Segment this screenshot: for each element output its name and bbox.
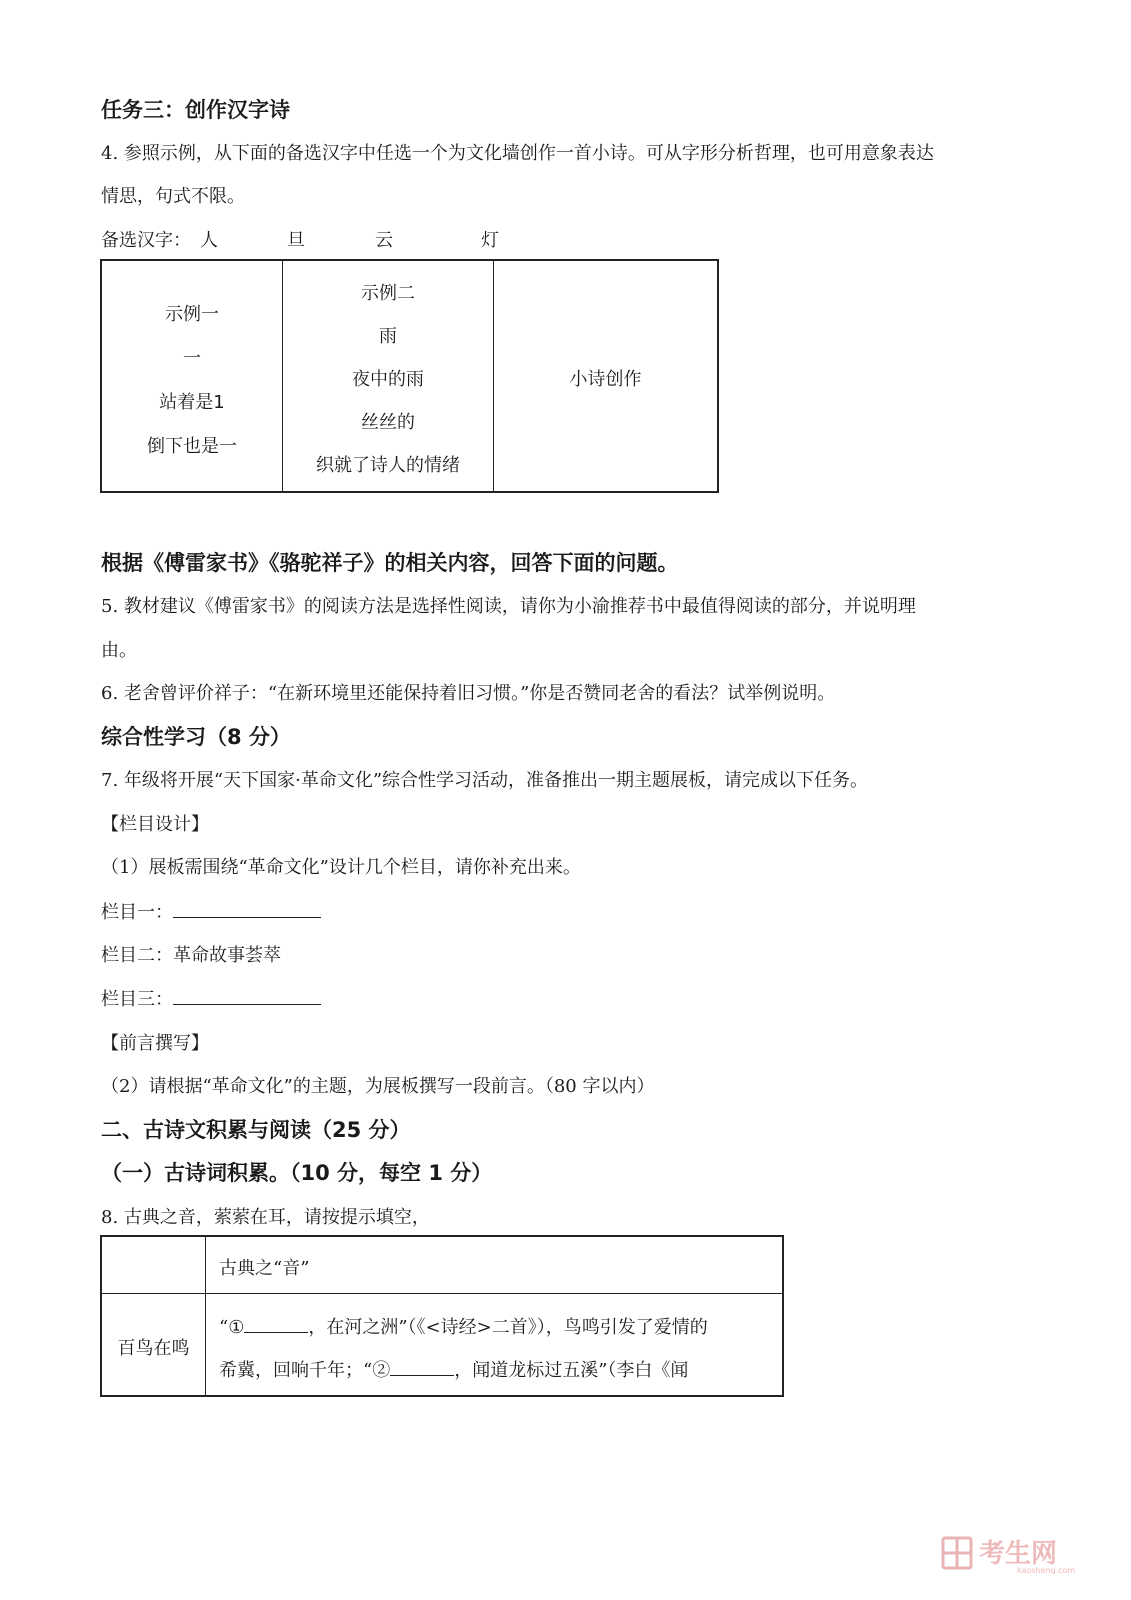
row-text-2b: ，闻道龙标过五溪”（李白《闻 (454, 1360, 689, 1381)
column3-label: 栏目三： (101, 989, 173, 1010)
example1-line: 倒下也是一 (147, 436, 237, 457)
blank-2-number: ② (372, 1360, 391, 1381)
q8: 8. 古典之音，萦萦在耳，请按提示填空， (101, 1207, 430, 1228)
section2-subheading: （一）古诗词积累。（10 分，每空 1 分） (101, 1161, 493, 1185)
candidate-char: 云 (375, 230, 393, 251)
sub-question-2: （2）请根据“革命文化”的主题，为展板撰写一段前言。（80 字以内） (101, 1076, 655, 1097)
row-text-1: ，在河之洲”（《<诗经>二首》），鸟鸣引发了爱情的 (308, 1317, 708, 1338)
q4-line2: 情思，句式不限。 (101, 186, 245, 207)
example2-line: 织就了诗人的情绪 (316, 455, 460, 476)
sub-question-1: （1）展板需围绕“革命文化”设计几个栏目，请你补充出来。 (101, 857, 581, 878)
section2-heading: 二、古诗文积累与阅读（25 分） (101, 1118, 411, 1142)
quote-open: “ (219, 1317, 229, 1338)
svg-text:kaosheng.com: kaosheng.com (1017, 1566, 1076, 1574)
example2-line: 丝丝的 (361, 412, 415, 433)
column3-row (101, 985, 321, 1011)
poem-creation-cell[interactable]: 小诗创作 (569, 369, 642, 390)
row-label: 百鸟在鸣 (117, 1338, 190, 1359)
example1-line: 站着是1 (159, 392, 225, 413)
q7: 7. 年级将开展“天下国家·革命文化”综合性学习活动，准备推出一期主题展板，请完成以下任务。 (101, 770, 869, 791)
column-design-label: 【栏目设计】 (101, 814, 209, 835)
row-text-line1 (219, 1313, 708, 1339)
q5-line2: 由。 (101, 640, 137, 661)
poetry-table-header: 古典之“音” (219, 1258, 310, 1279)
q6: 6. 老舍曾评价祥子：“在新环境里还能保持着旧习惯。”你是否赞同老舍的看法？试举例说明。 (101, 683, 836, 704)
candidate-row (101, 226, 191, 252)
column1-blank[interactable] (173, 899, 321, 918)
books-heading: 根据《傅雷家书》《骆驼祥子》的相关内容，回答下面的问题。 (101, 551, 679, 575)
example2-line: 夜中的雨 (352, 369, 424, 390)
blank-2[interactable] (390, 1357, 454, 1376)
candidate-char: 灯 (481, 230, 499, 251)
column1-label: 栏目一： (101, 902, 173, 923)
comprehensive-heading: 综合性学习（8 分） (101, 725, 291, 749)
column1-row (101, 898, 321, 924)
column3-blank[interactable] (173, 986, 321, 1005)
example2-cell (283, 279, 493, 494)
example1-line: 一 (183, 348, 201, 369)
example1-title: 示例一 (165, 304, 219, 325)
blank-1-number: ① (228, 1317, 245, 1338)
svg-text:考生网: 考生网 (979, 1539, 1058, 1569)
candidates-label: 备选汉字： (101, 230, 191, 251)
row-text-line2 (219, 1356, 688, 1382)
task3-heading: 任务三：创作汉字诗 (101, 98, 290, 122)
candidate-char: 旦 (287, 230, 305, 251)
q4-line1: 4. 参照示例，从下面的备选汉字中任选一个为文化墙创作一首小诗。可从字形分析哲理，也可用意象表达 (101, 143, 934, 164)
column2-label: 栏目二：革命故事荟萃 (101, 945, 281, 966)
example2-title: 示例二 (361, 283, 415, 304)
kaosheng-watermark (941, 1534, 1101, 1578)
q5-line1: 5. 教材建议《傅雷家书》的阅读方法是选择性阅读，请你为小渝推荐书中最值得阅读的部分，并说明理 (101, 596, 916, 617)
blank-1[interactable] (244, 1314, 308, 1333)
row-text-2a: 希冀，回响千年；“ (219, 1360, 373, 1381)
example2-line: 雨 (379, 326, 397, 347)
preface-label: 【前言撰写】 (101, 1033, 209, 1054)
candidate-char: 人 (200, 230, 218, 251)
example1-cell (102, 300, 282, 476)
kaosheng-logo-icon (941, 1534, 1101, 1574)
